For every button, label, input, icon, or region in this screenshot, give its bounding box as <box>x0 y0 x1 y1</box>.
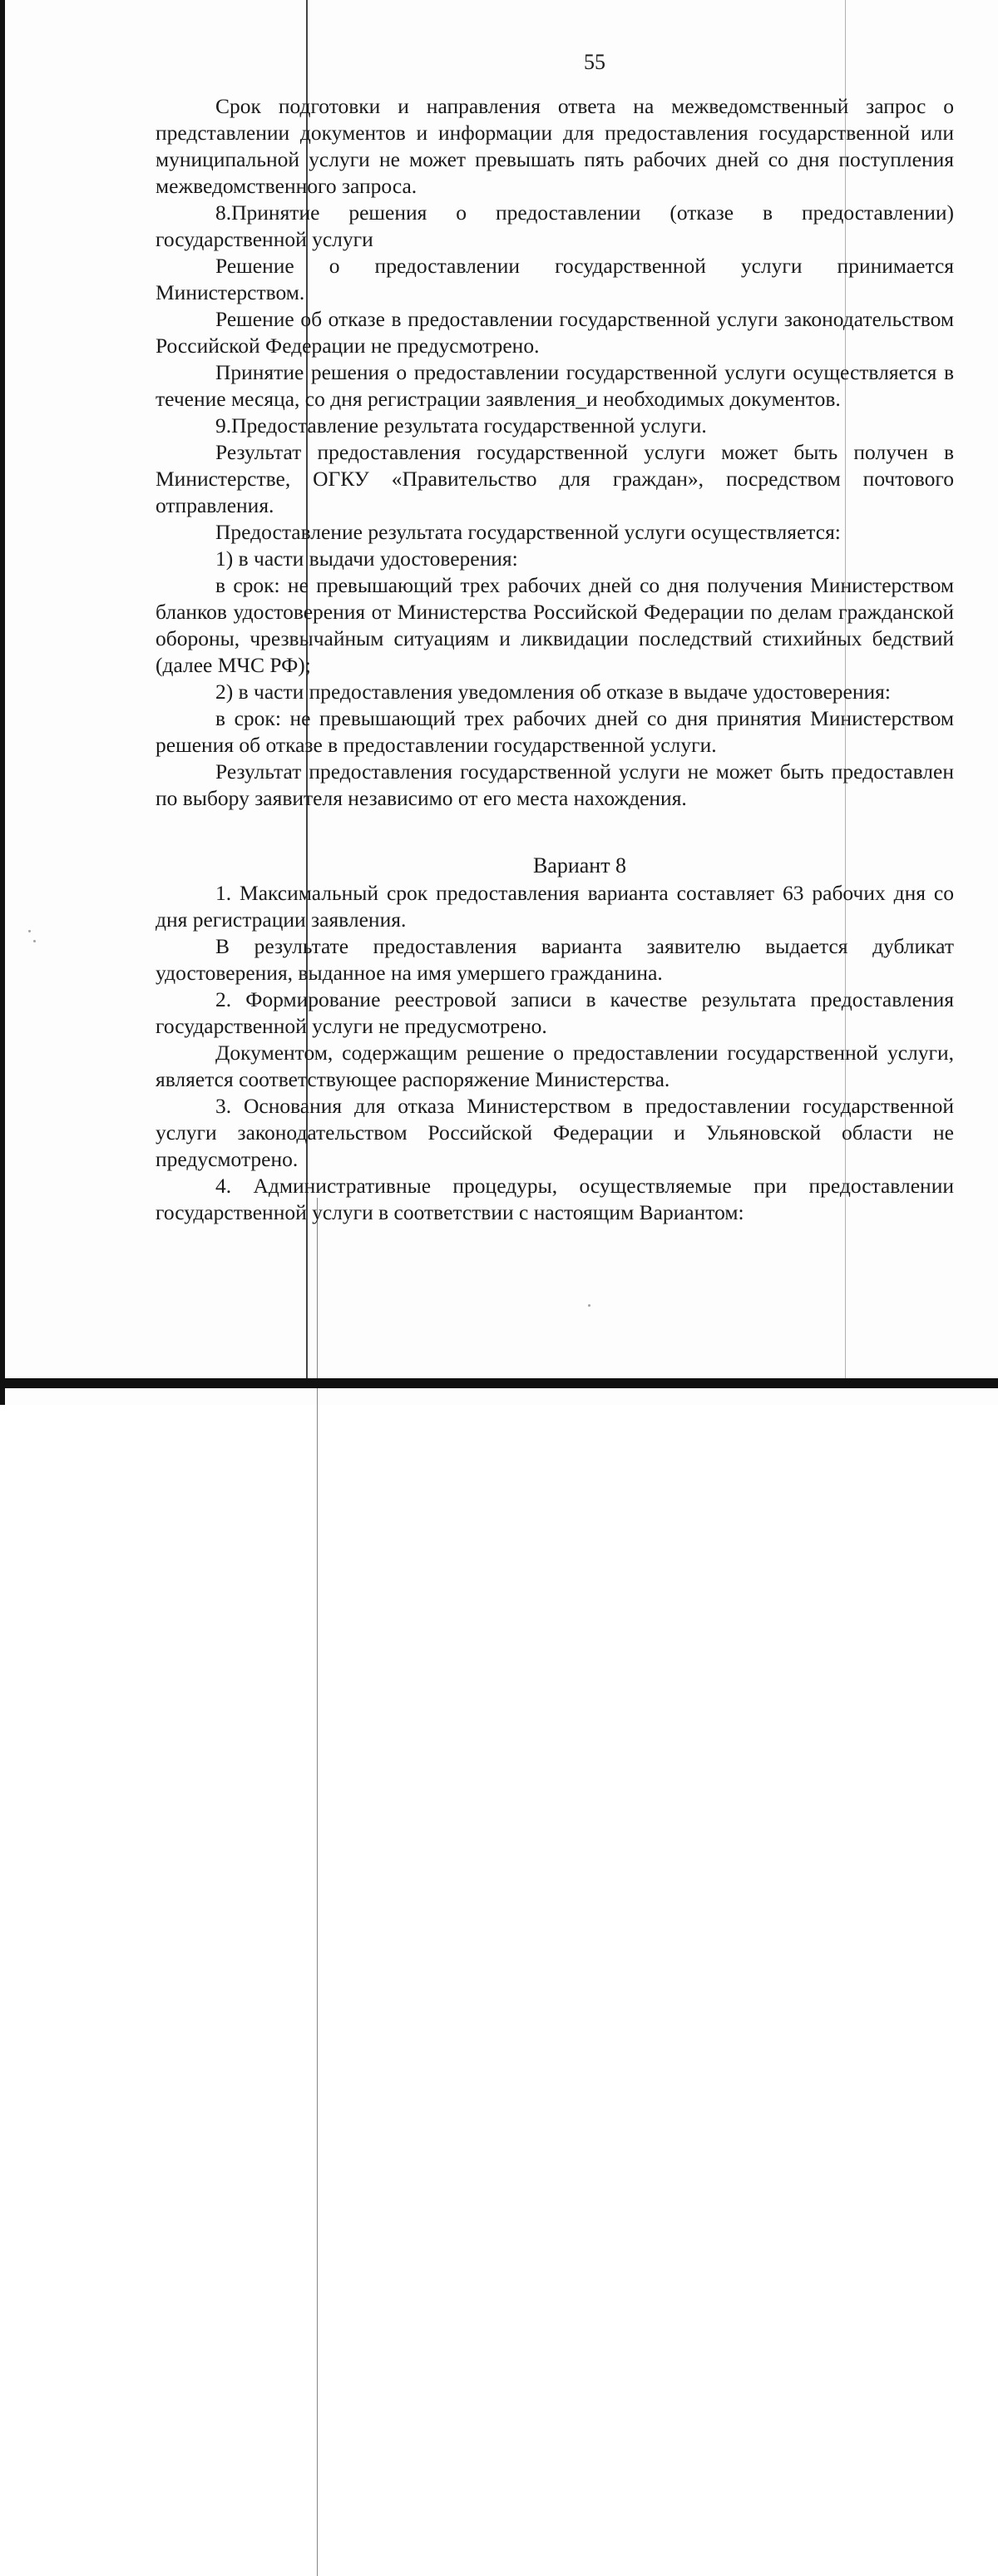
paragraph: 2) в части предоставления уведомления об отказе в выдаче удостоверения: <box>215 680 891 704</box>
paragraph: Принятие решения о предоставлении государственной услуги осуществляется в течение месяца, со дня регистрации заявления_и необходимых документов. <box>156 360 954 411</box>
scan-speck <box>588 1304 590 1307</box>
paragraph: в срок: не превышающий трех рабочих дней со дня получения Министерством бланков удостоверения от Министерства Российской Федерации по делам гражданской обороны, чрезвычайным ситуациям и ликвидации последствий стихийных бедствий (далее МЧС РФ); <box>156 573 954 677</box>
paragraph: Результат предоставления государственной услуги может быть получен в Министерстве, ОГКУ «Правительство для граждан», посредством почтового отправления. <box>156 440 954 517</box>
section-title: Вариант 8 <box>532 853 627 878</box>
paragraph: Предоставление результата государственной услуги осуществляется: <box>215 520 841 544</box>
paragraph: в срок: не превышающий трех рабочих дней со дня принятия Министерством решения об отказе в предоставлении государственной услуги. <box>156 706 954 757</box>
page-number: 55 <box>584 50 605 74</box>
paragraph: 4. Административные процедуры, осуществляемые при предоставлении государственной услуги в соответствии с настоящим Вариантом: <box>156 1174 954 1224</box>
paragraph: Решение о предоставлении государственной услуги принимается Министерством. <box>156 254 954 304</box>
scan-speck <box>33 940 36 942</box>
scan-edge-left <box>0 0 5 1405</box>
paragraph: Срок подготовки и направления ответа на межведомственный запрос о представлении документов и информации для предоставления государственной или муниципальной услуги не может превышать пять рабочих дней со дня поступления межведомственного запроса. <box>156 94 954 198</box>
scan-speck <box>28 930 31 932</box>
paragraph: 2. Формирование реестровой записи в качестве результата предоставления государственной услуги не предусмотрено. <box>156 987 954 1038</box>
scan-edge-bottom <box>0 1378 998 1388</box>
paragraph: Решение об отказе в предоставлении государственной услуги законодательством Российской Федерации не предусмотрено. <box>156 307 954 358</box>
paragraph: В результате предоставления варианта заявителю выдается дубликат удостоверения, выданное на имя умершего гражданина. <box>156 934 954 985</box>
paragraph: Результат предоставления государственной услуги не может быть предоставлен по выбору заявителя независимо от его места нахождения. <box>156 759 954 810</box>
document-body <box>156 50 954 1226</box>
section-bottom <box>156 880 954 1226</box>
paragraph: Документом, содержащим решение о предоставлении государственной услуги, является соответствующее распоряжение Министерства. <box>156 1041 954 1091</box>
paragraph: 1) в части выдачи удостоверения: <box>215 546 518 571</box>
paragraph: 8.Принятие решения о предоставлении (отказе в предоставлении) государственной услуги <box>156 200 954 251</box>
paragraph: 9.Предоставление результата государственной услуги. <box>215 413 707 438</box>
paragraph: 3. Основания для отказа Министерством в предоставлении государственной услуги законодательством Российской Федерации и Ульяновской области не предусмотрено. <box>156 1094 954 1171</box>
section-top <box>156 93 954 812</box>
paragraph: 1. Максимальный срок предоставления варианта составляет 63 рабочих дня со дня регистрации заявления. <box>156 881 954 932</box>
